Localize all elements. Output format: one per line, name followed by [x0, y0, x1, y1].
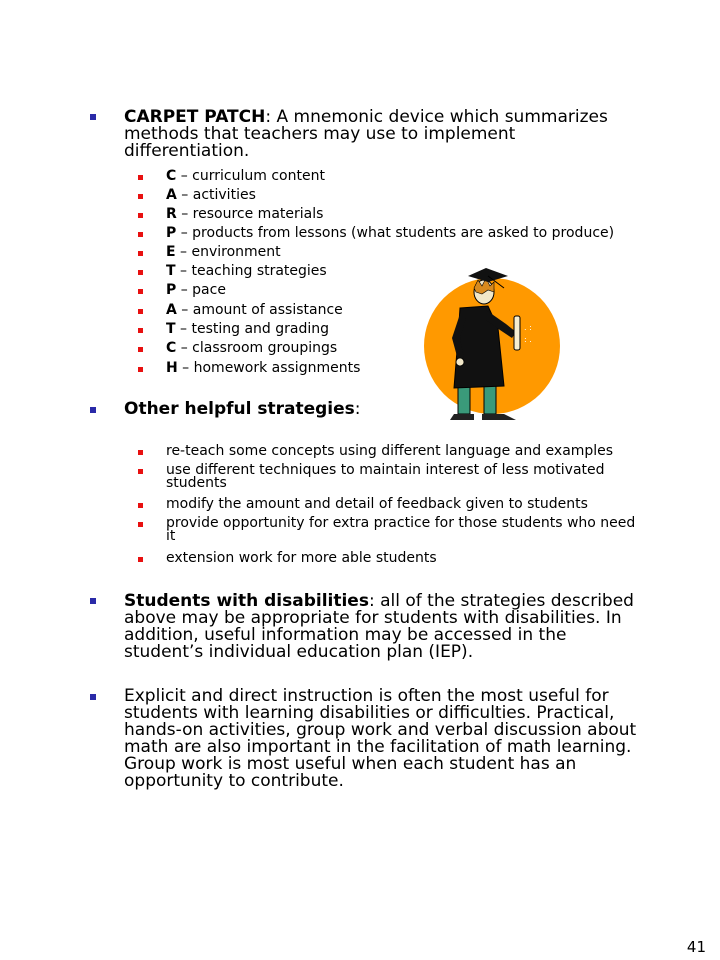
carpet-patch-item	[166, 189, 636, 202]
bullet-marker	[90, 694, 96, 700]
carpet-patch-letter: T	[166, 321, 176, 337]
strategy-item: extension work for more able students	[166, 550, 437, 566]
carpet-patch-meaning: – activities	[176, 187, 256, 203]
carpet-patch-meaning: – homework assignments	[177, 360, 361, 376]
carpet-patch-meaning: – amount of assistance	[176, 302, 343, 318]
sub-bullet-marker	[138, 175, 143, 180]
bullet-marker	[90, 407, 96, 413]
carpet-patch-item	[166, 170, 636, 183]
carpet-patch-heading: CARPET PATCH	[124, 107, 266, 127]
sub-bullet-marker	[138, 289, 143, 294]
sub-bullet-marker	[138, 232, 143, 237]
disabilities-heading: Students with disabilities	[124, 591, 369, 611]
carpet-patch-item	[166, 323, 636, 336]
sub-bullet-marker	[138, 469, 143, 474]
bullet-marker	[90, 598, 96, 604]
carpet-patch-item	[166, 265, 636, 278]
carpet-patch-item	[166, 208, 636, 221]
carpet-patch-letter: A	[166, 187, 177, 203]
strategies-heading-colon: :	[354, 399, 361, 419]
carpet-patch-meaning: – products from lessons (what students are asked to produce)	[176, 225, 615, 241]
carpet-patch-item	[166, 362, 636, 375]
strategy-item: re-teach some concepts using different language and examples	[166, 443, 614, 459]
carpet-patch-item	[166, 304, 636, 317]
carpet-patch-letter: E	[166, 244, 176, 260]
carpet-patch-item	[166, 227, 636, 240]
carpet-patch-meaning: – classroom groupings	[176, 340, 338, 356]
strategy-item: modify the amount and detail of feedback given to students	[166, 496, 588, 512]
carpet-patch-item	[166, 284, 636, 297]
carpet-patch-letter: A	[166, 302, 177, 318]
page-number: 41	[686, 938, 706, 956]
carpet-patch-paragraph	[124, 109, 644, 160]
carpet-patch-meaning: – curriculum content	[176, 168, 325, 184]
carpet-patch-item	[166, 246, 636, 259]
strategy-item: provide opportunity for extra practice for those students who need it	[166, 515, 636, 544]
sub-bullet-marker	[138, 503, 143, 508]
bullet-marker	[90, 114, 96, 120]
sub-bullet-marker	[138, 450, 143, 455]
instruction-paragraph: Explicit and direct instruction is often the most useful for students with learning disabilities or difficulties. Practical, hands-on activities, group work and verbal discussion about math are also important in the facilitation of math learning. Group work is most useful when each student has an opportunity to contribute.	[124, 686, 637, 791]
carpet-patch-letter: P	[166, 225, 177, 241]
carpet-patch-meaning: – environment	[175, 244, 281, 260]
sub-bullet-marker	[138, 347, 143, 352]
strategies-heading-line	[124, 401, 644, 418]
sub-bullet-marker	[138, 367, 143, 372]
carpet-patch-meaning: – resource materials	[176, 206, 324, 222]
svg-text:: .: : .	[524, 335, 532, 344]
sub-bullet-marker	[138, 213, 143, 218]
carpet-patch-meaning: – pace	[176, 282, 226, 298]
carpet-patch-letter: T	[166, 263, 176, 279]
sub-bullet-marker	[138, 309, 143, 314]
carpet-patch-meaning: – teaching strategies	[175, 263, 327, 279]
carpet-patch-item	[166, 342, 636, 355]
strategy-item: use different techniques to maintain interest of less motivated students	[166, 462, 605, 491]
sub-bullet-marker	[138, 251, 143, 256]
sub-bullet-marker	[138, 328, 143, 333]
sub-bullet-marker	[138, 557, 143, 562]
carpet-patch-letter: C	[166, 340, 177, 356]
svg-text:. :: . :	[524, 323, 532, 332]
carpet-patch-meaning: – testing and grading	[175, 321, 329, 337]
carpet-patch-letter: H	[166, 360, 178, 376]
disabilities-description: : all of the strategies described above may be appropriate for students with disabilities. In addition, useful information may be accessed in the student’s individual education plan (IEP).	[124, 591, 634, 662]
sub-bullet-marker	[138, 194, 143, 199]
carpet-patch-letter: R	[166, 206, 177, 222]
sub-bullet-marker	[138, 270, 143, 275]
sub-bullet-marker	[138, 522, 143, 527]
carpet-patch-letter: P	[166, 282, 177, 298]
disabilities-paragraph	[124, 593, 644, 661]
carpet-patch-letter: C	[166, 168, 177, 184]
strategies-heading: Other helpful strategies	[124, 399, 355, 419]
carpet-patch-description: : A mnemonic device which summarizes methods that teachers may use to implement differentiation.	[124, 107, 608, 161]
